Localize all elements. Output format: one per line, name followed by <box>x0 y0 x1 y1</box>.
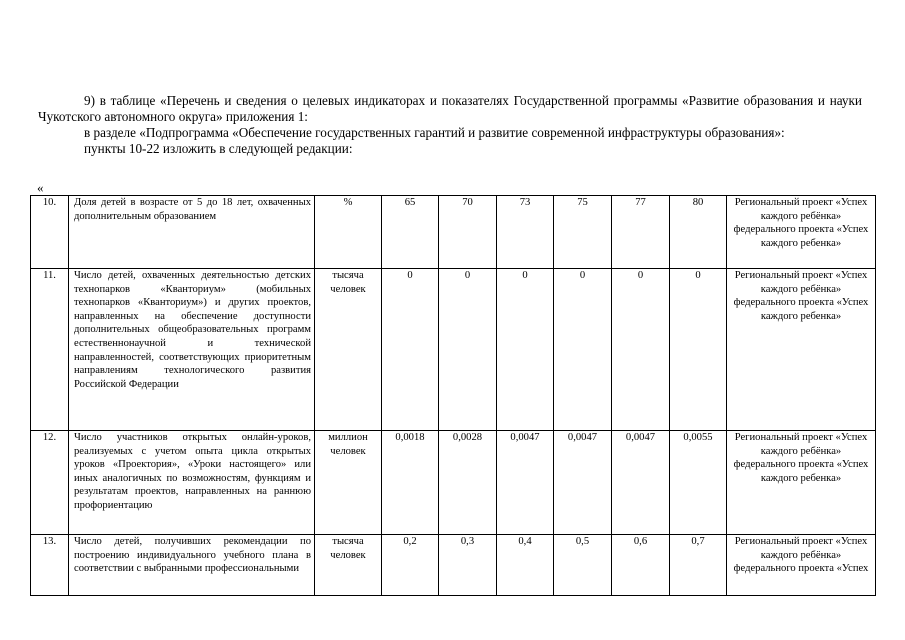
points-text: пункты 10-22 изложить в следующей редакции: <box>84 141 353 156</box>
value-cell: 0,5 <box>554 535 612 596</box>
value-cell: 0,3 <box>439 535 497 596</box>
value-cell: 0,2 <box>382 535 439 596</box>
value-cell: 0,6 <box>612 535 670 596</box>
value-cell: 0,0028 <box>439 431 497 535</box>
value-cell: 0 <box>670 269 727 431</box>
value-cell: 0,0055 <box>670 431 727 535</box>
value-cell: 0,0047 <box>612 431 670 535</box>
value-cell: 0 <box>382 269 439 431</box>
indicator-name: Число участников открытых онлайн-уроков, реализуемых с учетом опыта цикла открытых уроков «Проектория», «Уроки настоящего» или иных аналогичных по возможностям, функциям и результатам проектов, направленных на раннюю профориентацию <box>69 431 315 535</box>
row-number: 12. <box>31 431 69 535</box>
value-cell: 75 <box>554 196 612 269</box>
project-cell: Региональный проект «Успех каждого ребёнка» федерального проекта «Успех каждого ребенка» <box>727 431 876 535</box>
indicator-name: Число детей, охваченных деятельностью детских технопарков «Кванториум» (мобильных технопарков «Кванториум») и других проектов, направленных на обеспечение доступности дополнительных общеобразовательных программ естественнонаучной и технической направленностей, соответствующих приоритетным направлениям технологического развития Российской Федерации <box>69 269 315 431</box>
project-cell: Региональный проект «Успех каждого ребёнка» федерального проекта «Успех каждого ребенка» <box>727 269 876 431</box>
value-cell: 0,7 <box>670 535 727 596</box>
value-cell: 70 <box>439 196 497 269</box>
value-cell: 0 <box>497 269 554 431</box>
value-cell: 0 <box>612 269 670 431</box>
value-cell: 0 <box>439 269 497 431</box>
value-cell: 0 <box>554 269 612 431</box>
unit-cell: % <box>315 196 382 269</box>
section-text: в разделе «Подпрограмма «Обеспечение государственных гарантий и развитие современной инфраструктуры образования»: <box>84 125 785 140</box>
row-number: 10. <box>31 196 69 269</box>
indicator-name: Доля детей в возрасте от 5 до 18 лет, охваченных дополнительным образованием <box>69 196 315 269</box>
value-cell: 80 <box>670 196 727 269</box>
value-cell: 77 <box>612 196 670 269</box>
indicator-name: Число детей, получивших рекомендации по построению индивидуального учебного плана в соответствии с выбранными профессиональными <box>69 535 315 596</box>
row-number: 13. <box>31 535 69 596</box>
value-cell: 0,0047 <box>554 431 612 535</box>
table-row <box>31 535 876 596</box>
value-cell: 0,4 <box>497 535 554 596</box>
amendment-intro <box>38 93 862 157</box>
table-row <box>31 269 876 431</box>
value-cell: 65 <box>382 196 439 269</box>
unit-cell: тысяча человек <box>315 269 382 431</box>
indicators-table <box>30 195 876 596</box>
value-cell: 0,0018 <box>382 431 439 535</box>
unit-cell: тысяча человек <box>315 535 382 596</box>
row-number: 11. <box>31 269 69 431</box>
unit-cell: миллион человек <box>315 431 382 535</box>
project-cell: Региональный проект «Успех каждого ребёнка» федерального проекта «Успех каждого ребенка» <box>727 196 876 269</box>
project-cell: Региональный проект «Успех каждого ребёнка» федерального проекта «Успех <box>727 535 876 596</box>
value-cell: 0,0047 <box>497 431 554 535</box>
table-row <box>31 196 876 269</box>
table-row <box>31 431 876 535</box>
opening-quote: « <box>37 180 44 195</box>
value-cell: 73 <box>497 196 554 269</box>
item-9-text: 9) в таблице «Перечень и сведения о целевых индикаторах и показателях Государственной программы «Развитие образования и науки Чукотского автономного округа» приложения 1: <box>38 93 862 124</box>
